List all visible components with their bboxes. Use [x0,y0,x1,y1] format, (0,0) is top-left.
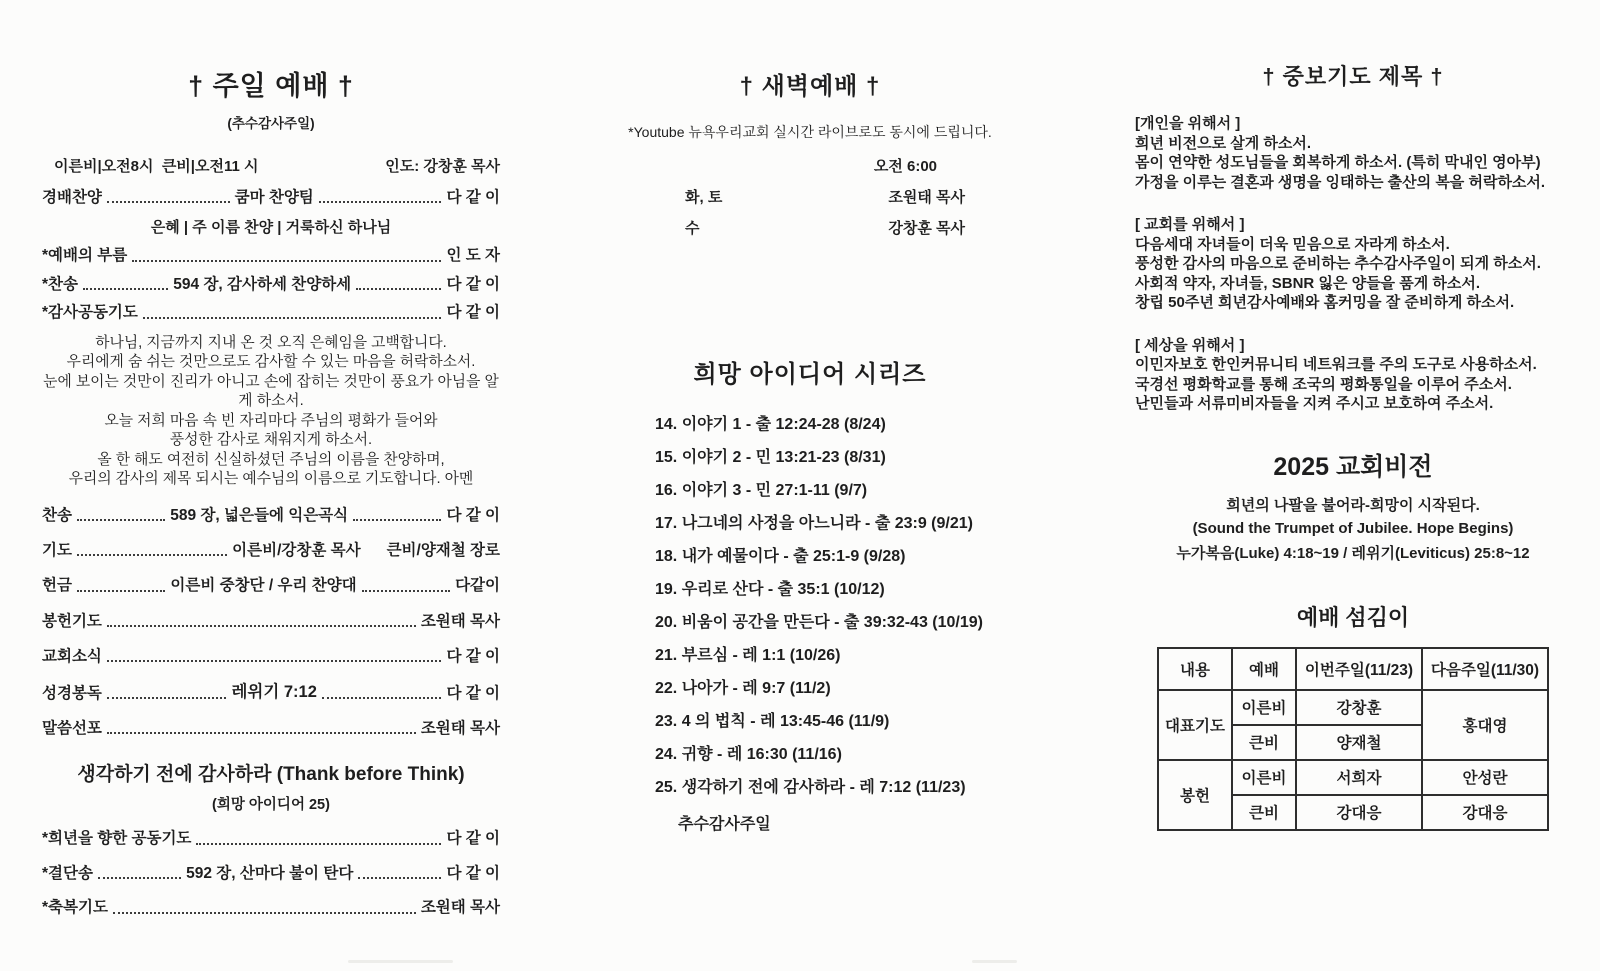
dot-leader [83,288,168,290]
serving-cell-name: 서희자 [1296,760,1422,795]
service-times-row [42,155,500,176]
intercession-line: 풍성한 감사의 마음으로 준비하는 추수감사주일이 되게 하소서. [1135,255,1541,272]
youtube-live-note: *Youtube 뉴욕우리교회 실시간 라이브로도 동시에 드립니다. [628,124,992,140]
intercession-line: 창립 50주년 희년감사예배와 홈커밍을 잘 준비하게 하소서. [1135,294,1515,311]
order-row-scripture-reading: 성경봉독 레위기 7:12 다 같 이 [42,683,501,702]
dawn-worship-title: † 새벽예배 † [739,73,881,100]
prayer-line: 눈에 보이는 것만이 진리가 아니고 손에 잡히는 것만이 풍요가 아님을 알게 하소서. [43,373,499,409]
service-leader: 인도: 강창훈 목사 [385,158,500,175]
hope-series-footnote: 추수감사주일 [678,816,771,833]
intercession-line: 희년 비전으로 살게 하소서. [1135,134,1312,152]
order-of-worship-top [42,188,500,323]
hope-series-item: 19. 우리로 산다 - 출 35:1 (10/12) [655,581,885,598]
order-row-prayer: 기도 이른비/강창훈 목사 큰비/양재철 장로 [42,541,500,559]
intercession-line: 사회적 약자, 자녀들, SBNR 잃은 양들을 품게 하소서. [1135,274,1480,292]
dot-leader [113,912,416,914]
dot-leader [353,519,441,521]
sermon-series-tag: (희망 아이디어 25) [212,797,330,814]
common-prayer-text [42,334,500,490]
dot-leader [107,697,227,699]
order-row-benediction: *축복기도 조원태 목사 [42,899,500,917]
sermon-title: 생각하기 전에 감사하라 (Thank before Think) [77,764,465,786]
hope-series-item: 22. 나아가 - 레 9:7 (11/2) [655,680,831,697]
prayer-line: 우리의 감사의 제목 되시는 예수님의 이름으로 기도합니다. 아멘 [68,471,474,487]
dot-leader [319,201,442,203]
hope-series-item: 15. 이야기 2 - 민 13:21-23 (8/31) [655,449,886,466]
hope-series-item: 25. 생각하기 전에 감사하라 - 레 7:12 (11/23) [655,779,966,796]
church-vision-block [1113,447,1593,563]
intercession-group-church [1113,215,1593,313]
dot-leader [77,554,227,556]
hope-series-item: 16. 이야기 3 - 민 27:1-11 (9/7) [655,482,868,499]
serving-header-service: 예배 [1232,648,1296,690]
intercession-line: 몸이 연약한 성도님들을 회복하게 하소서. (특히 막내인 영아부) [1135,154,1541,171]
right-column [1113,60,1593,831]
table-row [1158,760,1548,795]
serving-title: 예배 섬김이 [1296,604,1410,630]
sunday-worship-section [42,64,500,918]
dot-leader [322,697,442,699]
church-vision-slogan-en: (Sound the Trumpet of Jubilee. Hope Begins) [1192,519,1514,537]
intercession-line: 다음세대 자녀들이 더욱 믿음으로 자라게 하소서. [1135,235,1450,253]
prayer-line: 우리에게 숨 쉬는 것만으로도 감사할 수 있는 마음을 허락하소서. [66,354,476,370]
intercession-heading: [ 교회를 위해서 ] [1135,216,1245,233]
order-row-announcements: 교회소식 다 같 이 [42,648,500,665]
dot-leader [143,317,442,319]
intercession-line: 난민들과 서류미비자들을 지켜 주시고 보호하여 주소서. [1135,395,1494,412]
hope-series-item: 18. 내가 예물이다 - 출 25:1-9 (9/28) [655,548,906,565]
service-times: 이른비|오전8시 큰비|오전11 시 [54,158,259,175]
prayer-line: 하나님, 지금까지 지내 온 것 오직 은혜임을 고백합니다. [95,334,447,351]
intercession-heading: [개인을 위해서 ] [1135,115,1241,132]
church-vision-slogan-ko: 희년의 나팔을 불어라-희망이 시작된다. [1226,496,1480,514]
serving-cell-big-service: 큰비 [1232,795,1296,830]
dot-leader [107,201,230,203]
table-row [1158,690,1548,725]
scan-artifact [972,960,1017,963]
serving-cell-name: 양재철 [1296,725,1422,760]
dot-leader [356,288,441,290]
dot-leader [362,590,450,592]
serving-header-this-week: 이번주일(11/23) [1296,648,1422,690]
serving-cell-early-service: 이른비 [1232,760,1296,795]
order-row-hymn-594: *찬송 594 장, 감사하세 찬양하세 다 같 이 [42,275,501,293]
serving-block [1113,601,1593,831]
dawn-row-wed [600,217,1020,238]
serving-cell-name: 홍대영 [1422,690,1548,760]
serving-cell-name: 안성란 [1422,760,1548,795]
scripture-reference: 레위기 7:12 [231,683,317,702]
dawn-days: 화, 토 [685,189,723,206]
order-row-worship-praise: 경배찬양 쿰마 찬양팀 다 같 이 [42,189,500,206]
serving-cell-rep-prayer: 대표기도 [1158,690,1232,760]
order-row-jubilee-common-prayer: *희년을 향한 공동기도 다 같 이 [42,830,500,848]
serving-cell-early-service: 이른비 [1232,690,1296,725]
hope-series-item: 21. 부르심 - 레 1:1 (10/26) [655,647,841,664]
hope-series-item: 14. 이야기 1 - 출 12:24-28 (8/24) [655,416,886,433]
sunday-worship-title: † 주일 예배 † [188,71,354,101]
church-vision-title: 2025 교회비전 [1273,452,1433,481]
dot-leader [107,660,442,662]
order-row-offering: 헌금 이른비 중창단 / 우리 찬양대 다같이 [42,577,500,595]
dot-leader [107,625,416,627]
prayer-line: 올 한 해도 여전히 신실하셨던 주님의 이름을 찬양하며, [97,451,445,468]
dot-leader [196,843,441,845]
dot-leader [107,732,416,734]
serving-header-next-week: 다음주일(11/30) [1422,648,1548,690]
dot-leader [132,260,441,262]
intercession-line: 가정을 이루는 결혼과 생명을 잉태하는 출산의 복을 허락하소서. [1135,173,1546,191]
order-row-hymn-589: 찬송 589 장, 넓은들에 익은곡식 다 같 이 [42,506,501,524]
order-row-call-to-worship: *예배의 부름 인 도 자 [42,247,500,265]
dawn-pastor: 강창훈 목사 [888,220,965,237]
dawn-row-tue-sat [600,186,1020,207]
order-of-worship-middle [42,506,500,739]
hope-series-item: 23. 4 의 법칙 - 레 13:45-46 (11/9) [655,713,890,730]
order-row-thanksgiving-common-prayer: *감사공동기도 다 같 이 [42,304,500,322]
serving-table [1157,647,1549,831]
intercession-group-world [1113,336,1593,414]
dawn-pastor: 조원태 목사 [888,189,965,206]
dawn-worship-time: 오전 6:00 [873,158,937,175]
dot-leader [77,590,165,592]
dot-leader [358,877,441,879]
serving-header-content: 내용 [1158,648,1232,690]
intercession-title: † 중보기도 제목 † [1262,64,1444,89]
sunday-worship-subtitle: (추수감사주일) [227,116,315,131]
praise-song-list: 은혜 | 주 이름 찬양 | 거룩하신 하나님 [150,219,392,237]
order-row-commitment-hymn: *결단송 592 장, 산마다 불이 탄다 다 같 이 [42,864,500,882]
scan-artifact [348,960,453,963]
prayer-line: 풍성한 감사로 채워지게 하소서. [169,432,373,448]
middle-column [600,66,1020,834]
dawn-days: 수 [685,220,700,237]
prayer-line: 오늘 저희 마음 속 빈 자리마다 주님의 평화가 들어와 [104,412,438,429]
church-vision-verses: 누가복음(Luke) 4:18~19 / 레위기(Leviticus) 25:8~12 [1176,544,1530,562]
serving-table-header-row [1158,648,1548,690]
intercession-group-personal [1113,114,1593,192]
hope-series-item: 24. 귀향 - 레 16:30 (11/16) [655,746,842,763]
dot-leader [98,877,181,879]
hope-series-item: 17. 나그네의 사정을 아느니라 - 출 23:9 (9/21) [655,515,973,532]
order-row-sermon: 말씀선포 조원태 목사 [42,720,500,737]
dot-leader [77,519,165,521]
serving-cell-name: 강창훈 [1296,690,1422,725]
hope-series-title: 희망 아이디어 시리즈 [693,361,927,388]
intercession-line: 이민자보호 한인커뮤니티 네트워크를 주의 도구로 사용하소서. [1135,356,1537,373]
serving-cell-offering: 봉헌 [1158,760,1232,830]
order-row-offering-prayer: 봉헌기도 조원태 목사 [42,612,500,630]
hope-series-list [600,415,1020,798]
order-of-worship-bottom [42,829,500,917]
hope-series-item: 20. 비움이 공간을 만든다 - 출 39:32-43 (10/19) [655,614,983,631]
serving-cell-name: 강대응 [1296,795,1422,830]
serving-cell-name: 강대응 [1422,795,1548,830]
serving-cell-big-service: 큰비 [1232,725,1296,760]
intercession-line: 국경선 평화학교를 통해 조국의 평화통일을 이루어 주소서. [1135,375,1512,393]
intercession-heading: [ 세상을 위해서 ] [1135,336,1245,354]
